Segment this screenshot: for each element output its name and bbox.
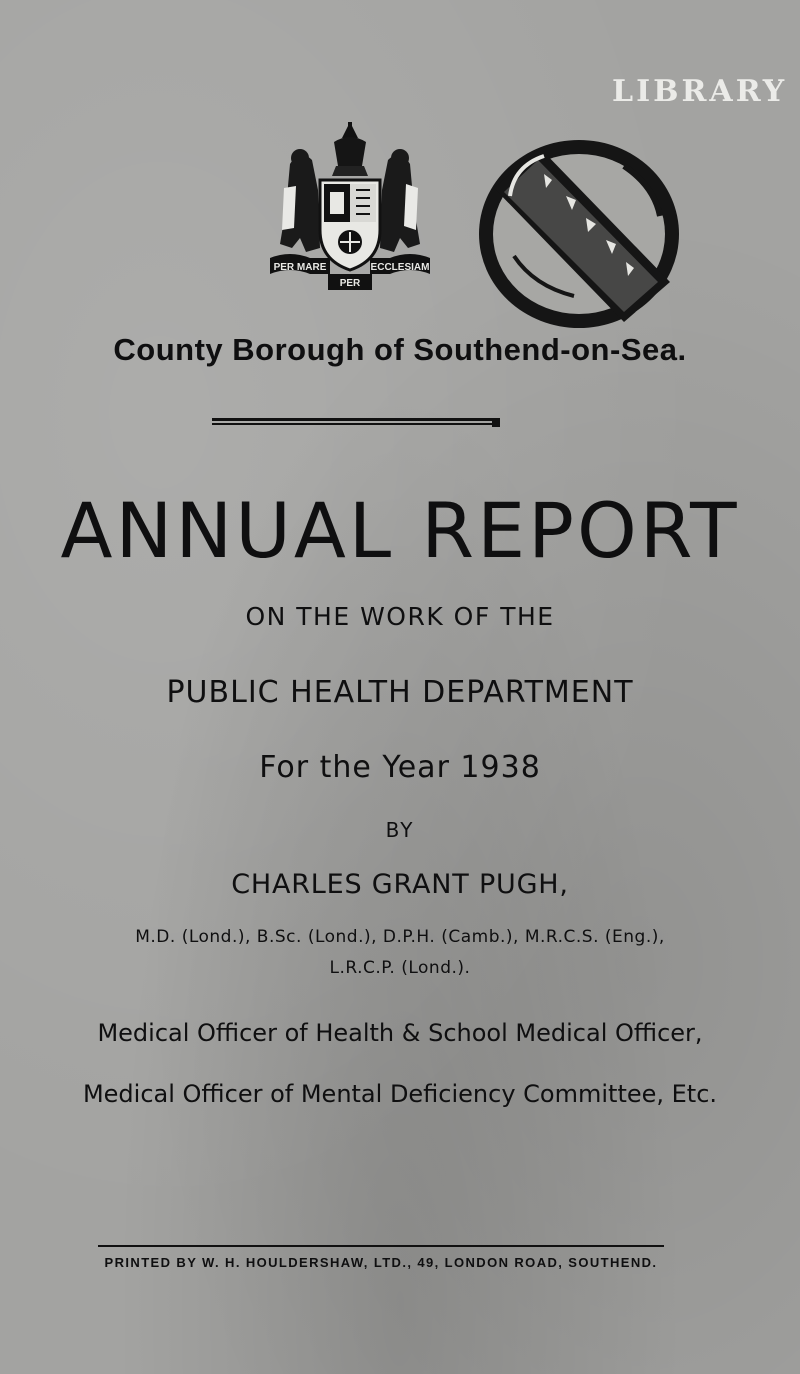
decorative-rule	[212, 418, 500, 427]
subtitle-line-1: ON THE WORK OF THE	[245, 602, 555, 631]
author-role-1: Medical Officer of Health & School Medical Officer,	[97, 1019, 703, 1047]
printer-imprint: PRINTED BY W. H. HOULDERSHAW, LTD., 49, LONDON ROAD, SOUTHEND.	[104, 1255, 658, 1270]
motto-bottom: PER	[339, 278, 361, 289]
footer-rule	[98, 1245, 664, 1247]
author-qualifications-2: L.R.C.P. (Lond.).	[329, 958, 471, 978]
borough-title: County Borough of Southend-on-Sea.	[113, 332, 687, 367]
author-name: CHARLES GRANT PUGH,	[231, 869, 569, 900]
by-label: BY	[385, 818, 415, 842]
borough-seal-icon	[474, 136, 684, 336]
subtitle-line-2: PUBLIC HEALTH DEPARTMENT	[166, 675, 634, 710]
coat-of-arms-icon	[270, 118, 430, 296]
motto-left: PER MARE	[273, 262, 327, 273]
motto-right: ECCLESIAM	[370, 262, 430, 273]
report-title: ANNUAL REPORT	[60, 486, 740, 575]
library-stamp: LIBRARY	[612, 74, 788, 109]
author-role-2: Medical Officer of Mental Deficiency Committee, Etc.	[82, 1080, 718, 1108]
report-year: For the Year 1938	[259, 750, 541, 785]
author-qualifications-1: M.D. (Lond.), B.Sc. (Lond.), D.P.H. (Camb.), M.R.C.S. (Eng.),	[135, 927, 665, 947]
